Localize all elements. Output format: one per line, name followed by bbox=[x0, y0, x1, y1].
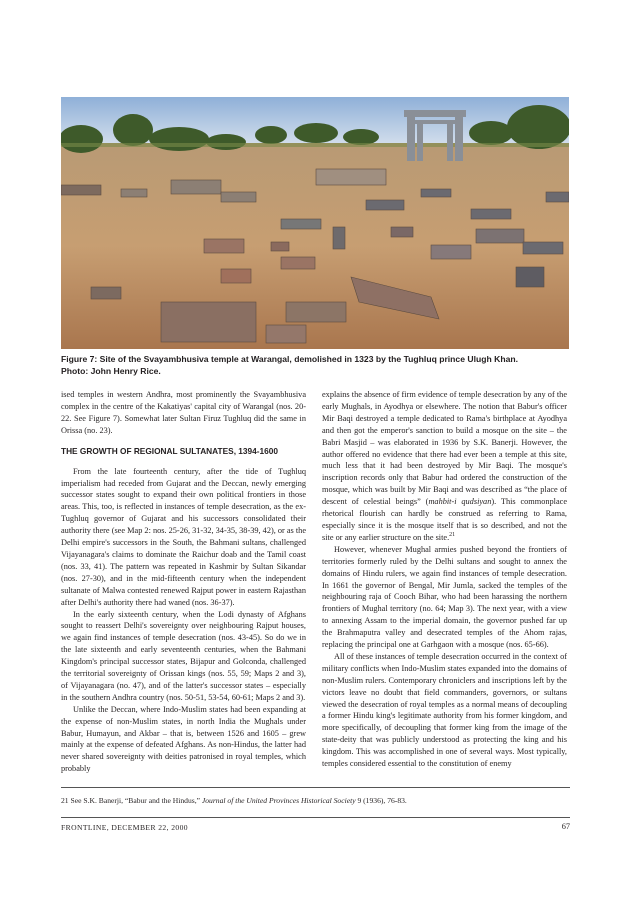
right-column bbox=[322, 389, 567, 770]
photo-illustration bbox=[61, 97, 569, 349]
right-paragraph-1 bbox=[322, 389, 567, 544]
footnote-text-b: 9 (1936), 76-83. bbox=[355, 796, 407, 805]
right-paragraph-1-italic: mahbit-i qudsiyan bbox=[428, 497, 492, 507]
footer-divider bbox=[61, 817, 570, 818]
right-paragraph-3: All of these instances of temple desecration occurred in the context of military conflicts when Indo-Muslim states expanded into the domains of non-Muslim rulers. Contemporary chroniclers and inscriptions left by the victors leave no doubt that field commanders, governors, or sultans viewed the desecration of royal temples as a normal means of decoupling a former Hindu king's legitimate authority from his former kingdom, and more specifically, of decoupling that former king from the image of the state-deity that was publicly understood as protecting the king and his kingdom. This was accomplished in one of several ways. Most typically, temples considered essential to the constitution of enemy bbox=[322, 651, 567, 769]
left-paragraph-3: In the early sixteenth century, when the Lodi dynasty of Afghans sought to reassert Delhi's sovereignty over neighbouring Rajput houses, we again find instances of temple desecration (nos. 43-45). So do we in the late sixteenth and early seventeenth centuries, when the Bahmani Kingdom's principal successor states, Bijapur and Golconda, challenged the territorial sovereignty of Orissan kings (nos. 55, 59; Maps 2 and 3), of Vijayanagara (no. 47), and of the latter's successor states – especially in the southern Andhra country (nos. 50-51, 53-54, 60-61; Maps 2 and 3). bbox=[61, 609, 306, 702]
figure-caption bbox=[61, 353, 571, 377]
footnote-divider bbox=[61, 787, 570, 788]
caption-title: Figure 7: Site of the Svayambhusiva temple at Warangal, demolished in 1323 by the Tughluq prince Ulugh Khan. bbox=[61, 354, 518, 364]
footnote-text-a: 21 See S.K. Banerji, “Babur and the Hindus,” bbox=[61, 796, 202, 805]
left-paragraph-2: From the late fourteenth century, after the tide of Tughluq imperialism had receded from Gujarat and the Deccan, newly emerging successor states sought to expand their own political frontiers in those areas. This, too, is reflected in instances of temple desecration, as the ex-Tughluq governor of Gujarat and his successors consolidated their authority there (see Map 2: nos. 25-26, 31-32, 34-35, 38-39, 42), or as the Delhi empire's successors in the South, the Bahmani sultans, challenged Vijayanagara's claims to dominate the Raichur doab and the Tamil coast (nos. 33, 41). The pattern was repeated in Kashmir by Sultan Sikandar (nos. 27-30), and in the mid-fifteenth century when the independent sultanate of Malwa contested renewed Rajput power in eastern Rajasthan after Delhi's authority there had waned (nos. 36-37). bbox=[61, 466, 306, 607]
left-column bbox=[61, 389, 306, 775]
right-paragraph-1-text-b: ). This commonplace rhetorical flourish can hardly be construed as referring to Rama, especially since it is the mosque itself that is so described, and not the site or any earlier structure on the site. bbox=[322, 497, 568, 542]
left-paragraph-4: Unlike the Deccan, where Indo-Muslim states had been expanding at the expense of non-Muslim states, in north India the Mughals under Babur, Humayun, and Akbar – that is, between 1526 and 1605 – grew mainly at the expense of defeated Afghans. As non-Hindus, the latter had never shared sovereignty with deities patronised in royal temples, which probably bbox=[61, 704, 306, 774]
page-number: 67 bbox=[561, 822, 570, 831]
right-paragraph-1-text-a: explains the absence of firm evidence of temple desecration by any of the early Mughals, in Ayodhya or elsewhere. The notion that Babur's officer Mir Baqi destroyed a temple dedicated to Rama's birthplace at Ayodhya and then got the emperor's sanction to build a mosque on the site – the Babri Masjid – was elaborated in 1936 by S.K. Banerji. However, the author offered no evidence that there had ever been a temple at this site, much less that it had been destroyed by Mir Baqi. The mosque's inscription records only that Babur had ordered the construction of the mosque, which was built by Mir Baqi and was described as “the place of descent of celestial beings” ( bbox=[322, 390, 567, 507]
footnote-ref-21[interactable]: 21 bbox=[449, 532, 456, 539]
left-paragraph-1: ised temples in western Andhra, most prominently the Svayambhusiva complex in the centre of the Kakatiyas' capital city of Warangal (nos. 20-22. See Figure 7). Somewhat later Sultan Firuz Tughluq did the same in Orissa (no. 23). bbox=[61, 390, 306, 435]
publication-line: FRONTLINE, DECEMBER 22, 2000 bbox=[61, 823, 189, 832]
footnote-21 bbox=[61, 796, 570, 806]
caption-credit: Photo: John Henry Rice. bbox=[61, 366, 161, 376]
right-paragraph-2: However, whenever Mughal armies pushed beyond the frontiers of territories formerly ruled by the Delhi sultans and sought to annex the domains of Hindu rulers, we again find instances of temple desecration. In 1661 the governor of Bengal, Mir Jumla, sacked the temples of the neighbouring raja of Cooch Bihar, who had been harassing the northern frontiers of Mughal territory (no. 64; Map 3). The next year, with a view to annexing Assam to the imperial domain, the governor pushed far up the Brahmaputra valley and desecrated temples of the Ahom rajas, replacing the principal one at Garhgaon with a mosque (nos. 65-66). bbox=[322, 544, 567, 650]
footnote-journal: Journal of the United Provinces Historical Society bbox=[201, 796, 356, 805]
section-heading: THE GROWTH OF REGIONAL SULTANATES, 1394-1600 bbox=[61, 445, 278, 456]
temple-ruins-photo bbox=[61, 97, 569, 349]
